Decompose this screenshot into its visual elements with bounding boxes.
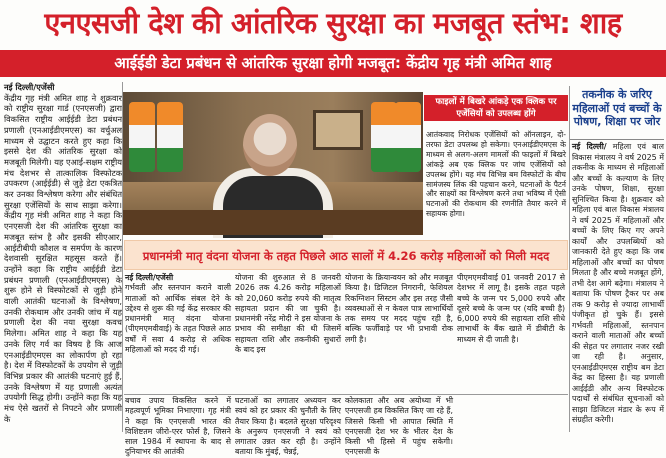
flag-icon — [371, 102, 397, 172]
portrait-frame — [313, 110, 363, 150]
side-story-body — [572, 142, 664, 430]
second-story-col-2: योजना की शुरुआत से 8 जनवरी 2026 तक 4.26 करोड़ महिलाओं को 20,060 करोड़ रुपये की मातृत्व सहायता प्रदान की जा चुकी है। प्रधानमंत्री नरेंद्र मोदी ने इस योजना के प्रभाव की समीक्षा की थी जिसमें सहायता राशि और तकनीकी सुधारों के बाद इस — [235, 273, 341, 355]
second-story-col-1-text: गर्भवती और स्तनपान कराने वाली माताओं को आर्थिक संबल देने के उद्देश्य से शुरू की गई केंद्र सरकार की प्रधानमंत्री मातृ वंदना योजना (पीएमएमवीवाई) के तहत पिछले आठ वर्षों में सवा 4 करोड़ से अधिक महिलाओं को मदद दी गई। — [125, 283, 231, 355]
desk — [123, 210, 423, 235]
headline: एनएसजी देश की आंतरिक सुरक्षा का मजबूत स्तंभ: शाह — [44, 6, 622, 40]
second-story-col-1 — [125, 273, 231, 395]
main-story-dateline: नई दिल्ली/एजेंसी — [4, 82, 55, 92]
main-story-text: केंद्रीय गृह मंत्री अमित शाह ने शुक्रवार को राष्ट्रीय सुरक्षा गार्ड (एनएसजी) द्वारा विकसित राष्ट्रीय आईईडी डेटा प्रबंधन प्रणाली (एनआईडीएमएस) का वर्चुअल माध्यम से उद्घाटन करते हुए कहा कि इससे देश की आंतरिक सुरक्षा को मजबूती मिलेगी। यह एआई-सक्षम राष्ट्रीय मंच देशभर से तात्कालिक विस्फोटक उपकरण (आईईडी) से जुड़े डेटा एकत्रित कर उनका विश्लेषण करेगा और संबंधित सुरक्षा एजेंसियों के साथ साझा करेगा। केंद्रीय गृह मंत्री अमित शाह ने कहा कि एनएसजी देश की आंतरिक सुरक्षा का मजबूत स्तंभ है और इसकी सीएआर, आईटीबीपी कौशल व समर्पण के कारण देशवासी सुरक्षित महसूस करते हैं। उन्होंने कहा कि राष्ट्रीय आईईडी डेटा प्रबंधन प्रणाली (एनआईडीएमएस) के शुरू होने से विस्फोटकों से जुड़ी होने वाली आतंकी घटनाओं के विश्लेषण, उनकी रोकथाम और उनकी जांच में यह प्रणाली देश की नया सुरक्षा कवच मिलेगा। अमित शाह ने कहा कि यह उनके लिए गर्व का विषय है कि आज एनआईडीएमएस का लोकार्पण हो रहा है। देश में विस्फोटकों के उपयोग से जुड़ी विभिन्न प्रकार की आतंकी घटनाएं हुई हैं, उनके विश्लेषण में यह प्रणाली अत्यंत उपयोगी सिद्ध होगी। उन्होंने कहा कि यह मंच ऐसे खतरों से निपटने और प्रणाली के — [4, 92, 122, 424]
flag-icon — [129, 102, 155, 172]
second-story-dateline: नई दिल्ली/एजेंसी — [125, 273, 174, 282]
second-story-col-3: योजना के क्रियान्वयन को और मजबूत किया है। डिजिटल निगरानी, फेशियल रिकग्निशन सिस्टम और इस तरह जैसी व्यवस्थाओं से न केवल पात्र लाभार्थियों तक समय पर मदद पहुंच रही है, बल्कि फर्जीवाड़े पर भी प्रभावी रोक लगी है। — [345, 273, 453, 344]
callout-text: आतंकवाद निरोधक एजेंसियों को ऑनलाइन, दो-तरफा डेटा उपलब्ध हो सकेगा। एनआईडीएमएस के माध्यम से अलग-अलग मामलों की फाइलों में बिखरे आंकड़े अब एक क्लिक पर जांच एजेंसियों को उपलब्ध होंगे। यह मंच विभिन्न बम विस्फोटों के बीच सामंजस्य लिंक की पहचान करने, घटनाओं के पैटर्न और साक्ष्यों का विश्लेषण करने तथा भविष्य में ऐसी घटनाओं की रोकथाम की रणनीति तैयार करने में सहायक होगा। — [426, 130, 566, 219]
row-divider — [124, 394, 568, 395]
side-story-title: तकनीक के जरिए महिलाओं एवं बच्चों के पोषण, शिक्षा पर जोर — [570, 88, 664, 140]
flag-icon — [157, 102, 183, 172]
side-story-text: महिला एवं बाल विकास मंत्रालय ने वर्ष 2025 में तकनीक के माध्यम से महिलाओं और बच्चों के कल्याण के लिए उनके पोषण, शिक्षा, सुरक्षा सुनिश्चित किया है। शुक्रवार को महिला एवं बाल विकास मंत्रालय ने वर्ष 2025 में महिलाओं और बच्चों के लिए किए गए अपने कार्यों और उपलब्धियों को जानकारी देते हुए कहा कि जब महिलाओं और बच्चों का पोषण मिलता है और बच्चे मजबूत होंगे, तभी देश आगे बढ़ेगा। मंत्रालय ने बताया कि पोषण ट्रैकर पर अब तक 9 करोड़ से ज्यादा लाभार्थी पंजीकृत हो चुके हैं। इससे गर्भवती महिलाओं, स्तनपान कराने वाली माताओं और बच्चों की सेहत पर लगातार नजर रखी जा रही है। अनुसार, एनआईडीएमएस राष्ट्रीय बम डेटा केंद्र का हिस्सा है। यह प्रणाली आईईडी और अन्य विस्फोटक पदार्थों से संबंधित सूचनाओं को साझा डिजिटल मंडार के रूप में संग्रहीत करेगी। — [572, 142, 664, 424]
flag-icon — [395, 102, 421, 172]
photo-amit-shah — [123, 92, 423, 235]
second-story-col-4: पीएमएमवीवाई 01 जनवरी 2017 से देशभर में लागू है। इसके तहत पहले बच्चे के जन्म पर 5,000 रुपये और दूसरे बच्चे के जन्म पर (यदि बच्ची है) 6,000 रुपये की सहायता राशि सीधे लाभार्थी के बैंक खाते में डीबीटी के माध्यम से दी जाती है। — [457, 273, 565, 344]
side-story-dateline: नई दिल्ली/ — [572, 142, 607, 151]
continuation-col-3: कोलकाता और अब अयोध्या में भी एनएसजी हब विकसित किए जा रहे हैं, जिससे किसी भी आपात स्थिति में एनएसजी देश भर के भीतर देश के किसी भी हिस्से में पहुंच सकेगी। एनएसजी के — [345, 396, 453, 457]
main-story-body — [4, 82, 122, 432]
subheadline: आईईडी डेटा प्रबंधन से आंतरिक सुरक्षा होगी मजबूत: केंद्रीय गृह मंत्री अमित शाह — [0, 50, 666, 77]
callout-box: फाइलों में बिखरे आंकड़े एक क्लिक पर एजेंसियों को उपलब्ध होंगे — [424, 95, 568, 121]
person-head — [243, 114, 297, 176]
second-story-banner: प्रधानमंत्री मातृ वंदना योजना के तहत पिछले आठ सालों में 4.26 करोड़ महिलाओं को मिली मदद — [124, 240, 568, 270]
continuation-col-2: घटनाओं का लगातार अध्ययन कर स्वयं को हर प्रकार की चुनौती के लिए तैयार किया है। बदलते सुरक्षा परिदृश्य के अनुरूप एनएसजी ने स्वयं को लगातार उन्नत कर रही है। उन्होंने बताया कि मुंबई, चेन्नई, — [235, 396, 341, 457]
continuation-col-1: बचाव उपाय विकसित करने में महत्वपूर्ण भूमिका निभाएगा। गृह मंत्री ने कहा कि एनएसजी भारत की विशिष्टतम जीरो-एरर फोर्स है, जिसने साल 1984 में स्थापना के बाद से दुनियाभर की आतंकी — [125, 396, 231, 457]
